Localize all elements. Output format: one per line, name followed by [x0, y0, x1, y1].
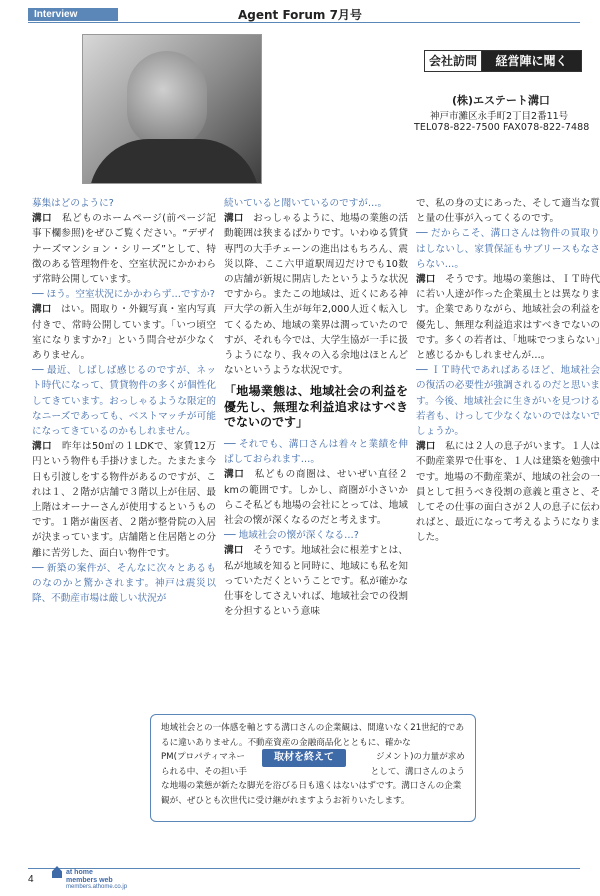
- speaker-label: 溝口: [416, 274, 436, 286]
- company-phone: TEL078-822-7500 FAX078-822-7488: [414, 122, 590, 133]
- speaker-label: 溝口: [32, 441, 52, 453]
- interviewee-photo: [82, 34, 262, 184]
- company-name: (株)エステート溝口: [452, 94, 550, 107]
- feature-badge: [424, 50, 582, 72]
- interviewee-answer: [224, 211, 408, 378]
- header-rule: [28, 22, 580, 23]
- answer-text: 私どもの商圏は、せいぜい直径２kmの範囲です。しかし、商圏が小さいからこそ私ども地場の会社にとっては、地域社会の懐が深くなるのだと考えます。: [224, 469, 409, 526]
- logo-url: members.athome.co.jp: [66, 884, 128, 890]
- magazine-title: Agent Forum 7月号: [238, 8, 362, 22]
- logo-top: at home: [66, 869, 93, 876]
- answer-text: おっしゃるように、地場の業態の活動範囲は狭まるばかりです。いわゆる賃貸専門の大手チェーンの進出はもちろん、震災以降、ここ六甲道駅周辺だけでも10数の店舗が新規に開店したというような状況ですから。またこの地域は、近くにある神戸大学の新入生が毎年2,000人近く転入してくるため、地域の業界は潤っていたのですが、それも今では、大学生協が一手に扱うようになり、我々の入る余地はほとんどないというような状況です。: [224, 213, 409, 377]
- interviewer-question: ── ほう。空室状況にかかわらず…ですか?: [32, 289, 215, 301]
- company-address: 神戸市灘区永手町2丁目2番11号: [430, 111, 569, 122]
- afterword-badge: 取材を終えて: [262, 749, 346, 767]
- photo-body-shape: [89, 139, 259, 184]
- speaker-label: 溝口: [32, 304, 52, 316]
- interviewer-question: 続いていると聞いているのですが…。: [224, 198, 388, 209]
- interviewee-answer: [224, 467, 408, 528]
- afterword-line-3-right: として、溝口さんのよう: [370, 766, 465, 777]
- interviewer-question: ── 地域社会の懐が深くなる…?: [224, 530, 359, 542]
- speaker-label: 溝口: [224, 469, 245, 481]
- interviewer-question: ── ＩＴ時代であればあるほど、地域社会の復活の必要性が強調されるのだと思います。今後、地域社会に生きがいを見つける若者も、けっして少なくないのではないでしょうか。: [416, 365, 600, 438]
- pull-quote: 「地場業態は、地域社会の利益を優先し、無理な利益追求はすべきでないのです」: [224, 384, 408, 430]
- answer-text: 私には２人の息子がいます。１人は不動産業界で仕事を、１人は建築を勉強中です。地場の不動産業が、地域の社会の一員として担うべき役割の意義と重さと、そしてその仕事の面白さが２人の息子に伝わればと、最近になって考えるようになりました。: [416, 441, 600, 544]
- article-column-2: [224, 196, 408, 619]
- afterword-line-2-right: ジメント)の力量が求め: [375, 752, 465, 763]
- interviewer-question: ── 最近、しばしば感じるのですが、ネット時代になって、賃貸物件の多くが個性化してきています。おっしゃるような限定的なニーズであっても、ベストマッチが可能になってきているのかもしれません。: [32, 365, 216, 438]
- answer-text: 昨年は50㎡の１LDKで、家賃12万円という物件も手掛けました。たまたま今日も引渡しをする物件があるのですが、これは１、２階が店舗で３階以上が住居、最上階はオーナーさんが使用するというものです。１階が歯医者、２階が整骨院の入居が決まっています。店舗階と住居階との分離に苦労した、面白い物件です。: [32, 441, 217, 559]
- afterword-line-1: 地域社会との一体感を軸とする溝口さんの企業観は、間違いなく21世紀的であるに違いありません。不動産資産の金融商品化とともに、確かな: [161, 723, 465, 748]
- interviewee-answer: [32, 211, 216, 287]
- interviewer-question: ── 新築の案件が、そんなに次々とあるものなのかと驚かされます。神戸は震災以降、不動産市場は厳しい状況が: [32, 562, 216, 605]
- answer-text: そうです。地場の業態は、ＩＴ時代に若い人達が作った企業風土とは異なります。企業でありながら、地域社会の利益を優先し、無理な利益追求はすべきでないのです。多くの若者は、「地味でつまらない」と感じるかもしれませんが…。: [416, 274, 600, 362]
- interviewer-question: ── だからこそ、溝口さんは物件の買取りはしないし、家賃保証もサブリースもなさらない…。: [416, 228, 600, 270]
- afterword-box: [150, 714, 476, 822]
- photo-head-shape: [127, 51, 207, 147]
- answer-continuation: で、私の身の丈にあった、そして適当な質と量の仕事が入ってくるのです。: [416, 198, 600, 225]
- article-column-1: [32, 196, 216, 606]
- interviewer-question: 募集はどのように?: [32, 198, 114, 209]
- speaker-label: 溝口: [224, 545, 244, 557]
- logo-text: [66, 869, 113, 885]
- speaker-label: 溝口: [224, 213, 244, 225]
- answer-text: そうです。地域社会に根差すとは、私が地域を知ると同時に、地域にも私を知っていただくということです。私が確かな仕事をしてさえいれば、地域社会での役割を分担するという意味: [224, 545, 409, 618]
- interviewee-answer: [416, 439, 600, 545]
- answer-text: 私どものホームページ(前ページ記事下欄参照)をぜひご覧ください。“デザイナーズマンション・シリーズ”として、特徴のある管理物件を、空室状況にかかわらず常時公開しています。: [32, 213, 217, 286]
- speaker-label: 溝口: [32, 213, 53, 225]
- interviewee-answer: [32, 302, 216, 363]
- interviewee-answer: [416, 272, 600, 363]
- logo-main: members web: [66, 877, 113, 884]
- speaker-label: 溝口: [416, 441, 436, 453]
- afterword-line-2-left: PM(プロパティマネー: [161, 752, 246, 763]
- afterword-line-4: な地場の業態が新たな脚光を浴びる日も遠くはないはずです。溝口さんの企業観が、ぜひとも次世代に受け継がれますようお祈りいたします。: [161, 781, 462, 806]
- section-tag: Interview: [28, 8, 118, 21]
- answer-text: はい。間取り・外観写真・室内写真付きで、常時公開しています。「いつ頃空室になりますか?」という問合せが少なくありません。: [32, 304, 217, 362]
- page-number: 4: [28, 874, 34, 885]
- afterword-line-3-left: られる中、その担い手: [161, 766, 247, 777]
- interviewer-question: ── それでも、溝口さんは着々と業績を伸ばしておられます…。: [224, 438, 408, 466]
- article-column-3: [416, 196, 600, 546]
- interviewee-answer: [224, 543, 408, 619]
- badge-right: 経営陣に聞く: [482, 51, 581, 71]
- interviewee-answer: [32, 439, 216, 561]
- badge-left: 会社訪問: [425, 51, 482, 71]
